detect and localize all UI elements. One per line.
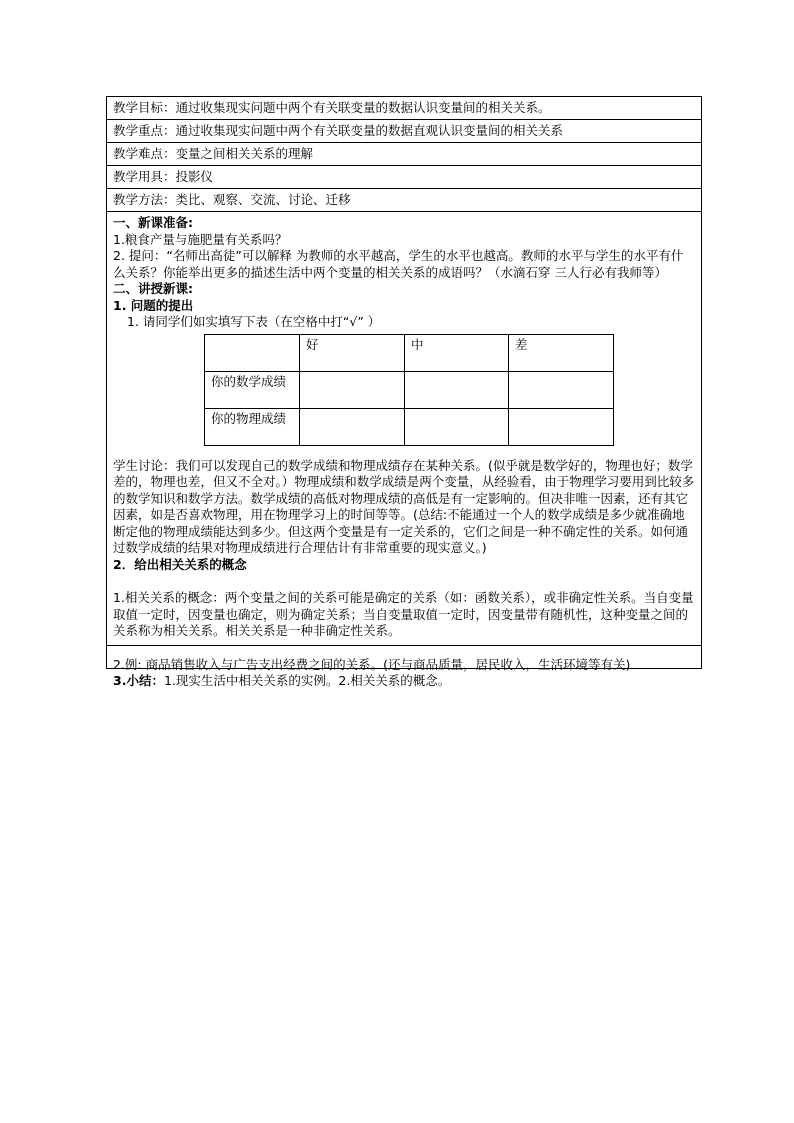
question-1: 1.粮食产量与施肥量有关系吗？	[113, 231, 288, 247]
table-header-cell	[205, 334, 300, 371]
table-header-medium: 中	[405, 334, 509, 371]
teaching-difficulty-row: 教学难点：变量之间相关关系的理解	[107, 143, 701, 166]
table-instruction: 1. 请同学们如实填写下表（在空格中打“√” ）	[127, 314, 381, 329]
table-header-poor: 差	[509, 334, 614, 371]
student-discussion: 学生讨论：我们可以发现自己的数学成绩和物理成绩存在某种关系。(似乎就是数学好的，物理也好；数学差的，物理也差，但又不全对。）物理成绩和数学成绩是两个变量，从经验看，由于物理学习要用到比较多的数学知识和数学方法。数学成绩的高低对物理成绩的高低是有一定影响的。但决非唯一因素，还有其它因素，如是否喜欢物理，用在物理学习上的时间等等。(总结:不能通过一个人的数学成绩是多少就准确地断定他的物理成绩能达到多少。但这两个变量是有一定关系的，它们之间是一种不确定性的关系。如何通过数学成绩的结果对物理成绩进行合理估计有非常重要的现实意义。)	[113, 457, 695, 555]
teaching-tools-row: 教学用具：投影仪	[107, 166, 701, 189]
lesson-content-cell	[107, 212, 701, 688]
teaching-key-point-row: 教学重点：通过收集现实问题中两个有关联变量的数据直观认识变量间的相关关系	[107, 120, 701, 143]
table-cell[interactable]	[300, 371, 405, 408]
table-header-row	[205, 334, 614, 371]
spacer	[113, 573, 695, 590]
lesson-plan-table	[106, 96, 702, 688]
table-cell[interactable]	[509, 408, 614, 445]
table-row-label: 你的物理成绩	[205, 408, 300, 445]
summary-text: 1.现实生活中相关关系的实例。2.相关关系的概念。	[163, 673, 451, 688]
table-cell[interactable]	[509, 371, 614, 408]
teaching-methods-row: 教学方法：类比、观察、交流、讨论、迁移	[107, 189, 701, 212]
table-header-good: 好	[300, 334, 405, 371]
table-cell[interactable]	[405, 371, 509, 408]
example-text: 2.例: 商品销售收入与广告支出经费之间的关系。(还与商品质量，居民收入，生活环境等有关)	[113, 656, 631, 672]
table-cell[interactable]	[405, 408, 509, 445]
section-teaching-title: 二、讲授新课:	[113, 281, 193, 296]
section-new-lesson-prep-title: 一、新课准备:	[113, 215, 193, 230]
subsection-problem-title: 1. 问题的提出	[113, 297, 194, 313]
table-row	[205, 408, 614, 445]
concept-definition: 1.相关关系的概念：两个变量之间的关系可能是确定的关系（如：函数关系），或非确定性关系。当自变量取值一定时，因变量也确定，则为确定关系；当自变量取值一定时，因变量带有随机性，这种变量之间的关系称为相关关系。相关关系是一种非确定性关系。	[113, 590, 694, 638]
table-row-label: 你的数学成绩	[205, 371, 300, 408]
grade-survey-table	[204, 334, 614, 446]
subsection-concept-title: 2．给出相关关系的概念	[113, 556, 247, 572]
table-row	[205, 371, 614, 408]
table-cell[interactable]	[300, 408, 405, 445]
summary-line	[113, 673, 695, 690]
teaching-goal-row: 教学目标：通过收集现实问题中两个有关联变量的数据认识变量间的相关关系。	[107, 97, 701, 120]
question-2: 2. 提问：“名师出高徒”可以解释 为教师的水平越高，学生的水平也越高。教师的水平与学生的水平有什么关系？你能举出更多的描述生活中两个变量的相关关系的成语吗？（水滴石穿 三人行必有我师等）	[113, 248, 684, 280]
summary-label: 3.小结：	[113, 673, 164, 688]
